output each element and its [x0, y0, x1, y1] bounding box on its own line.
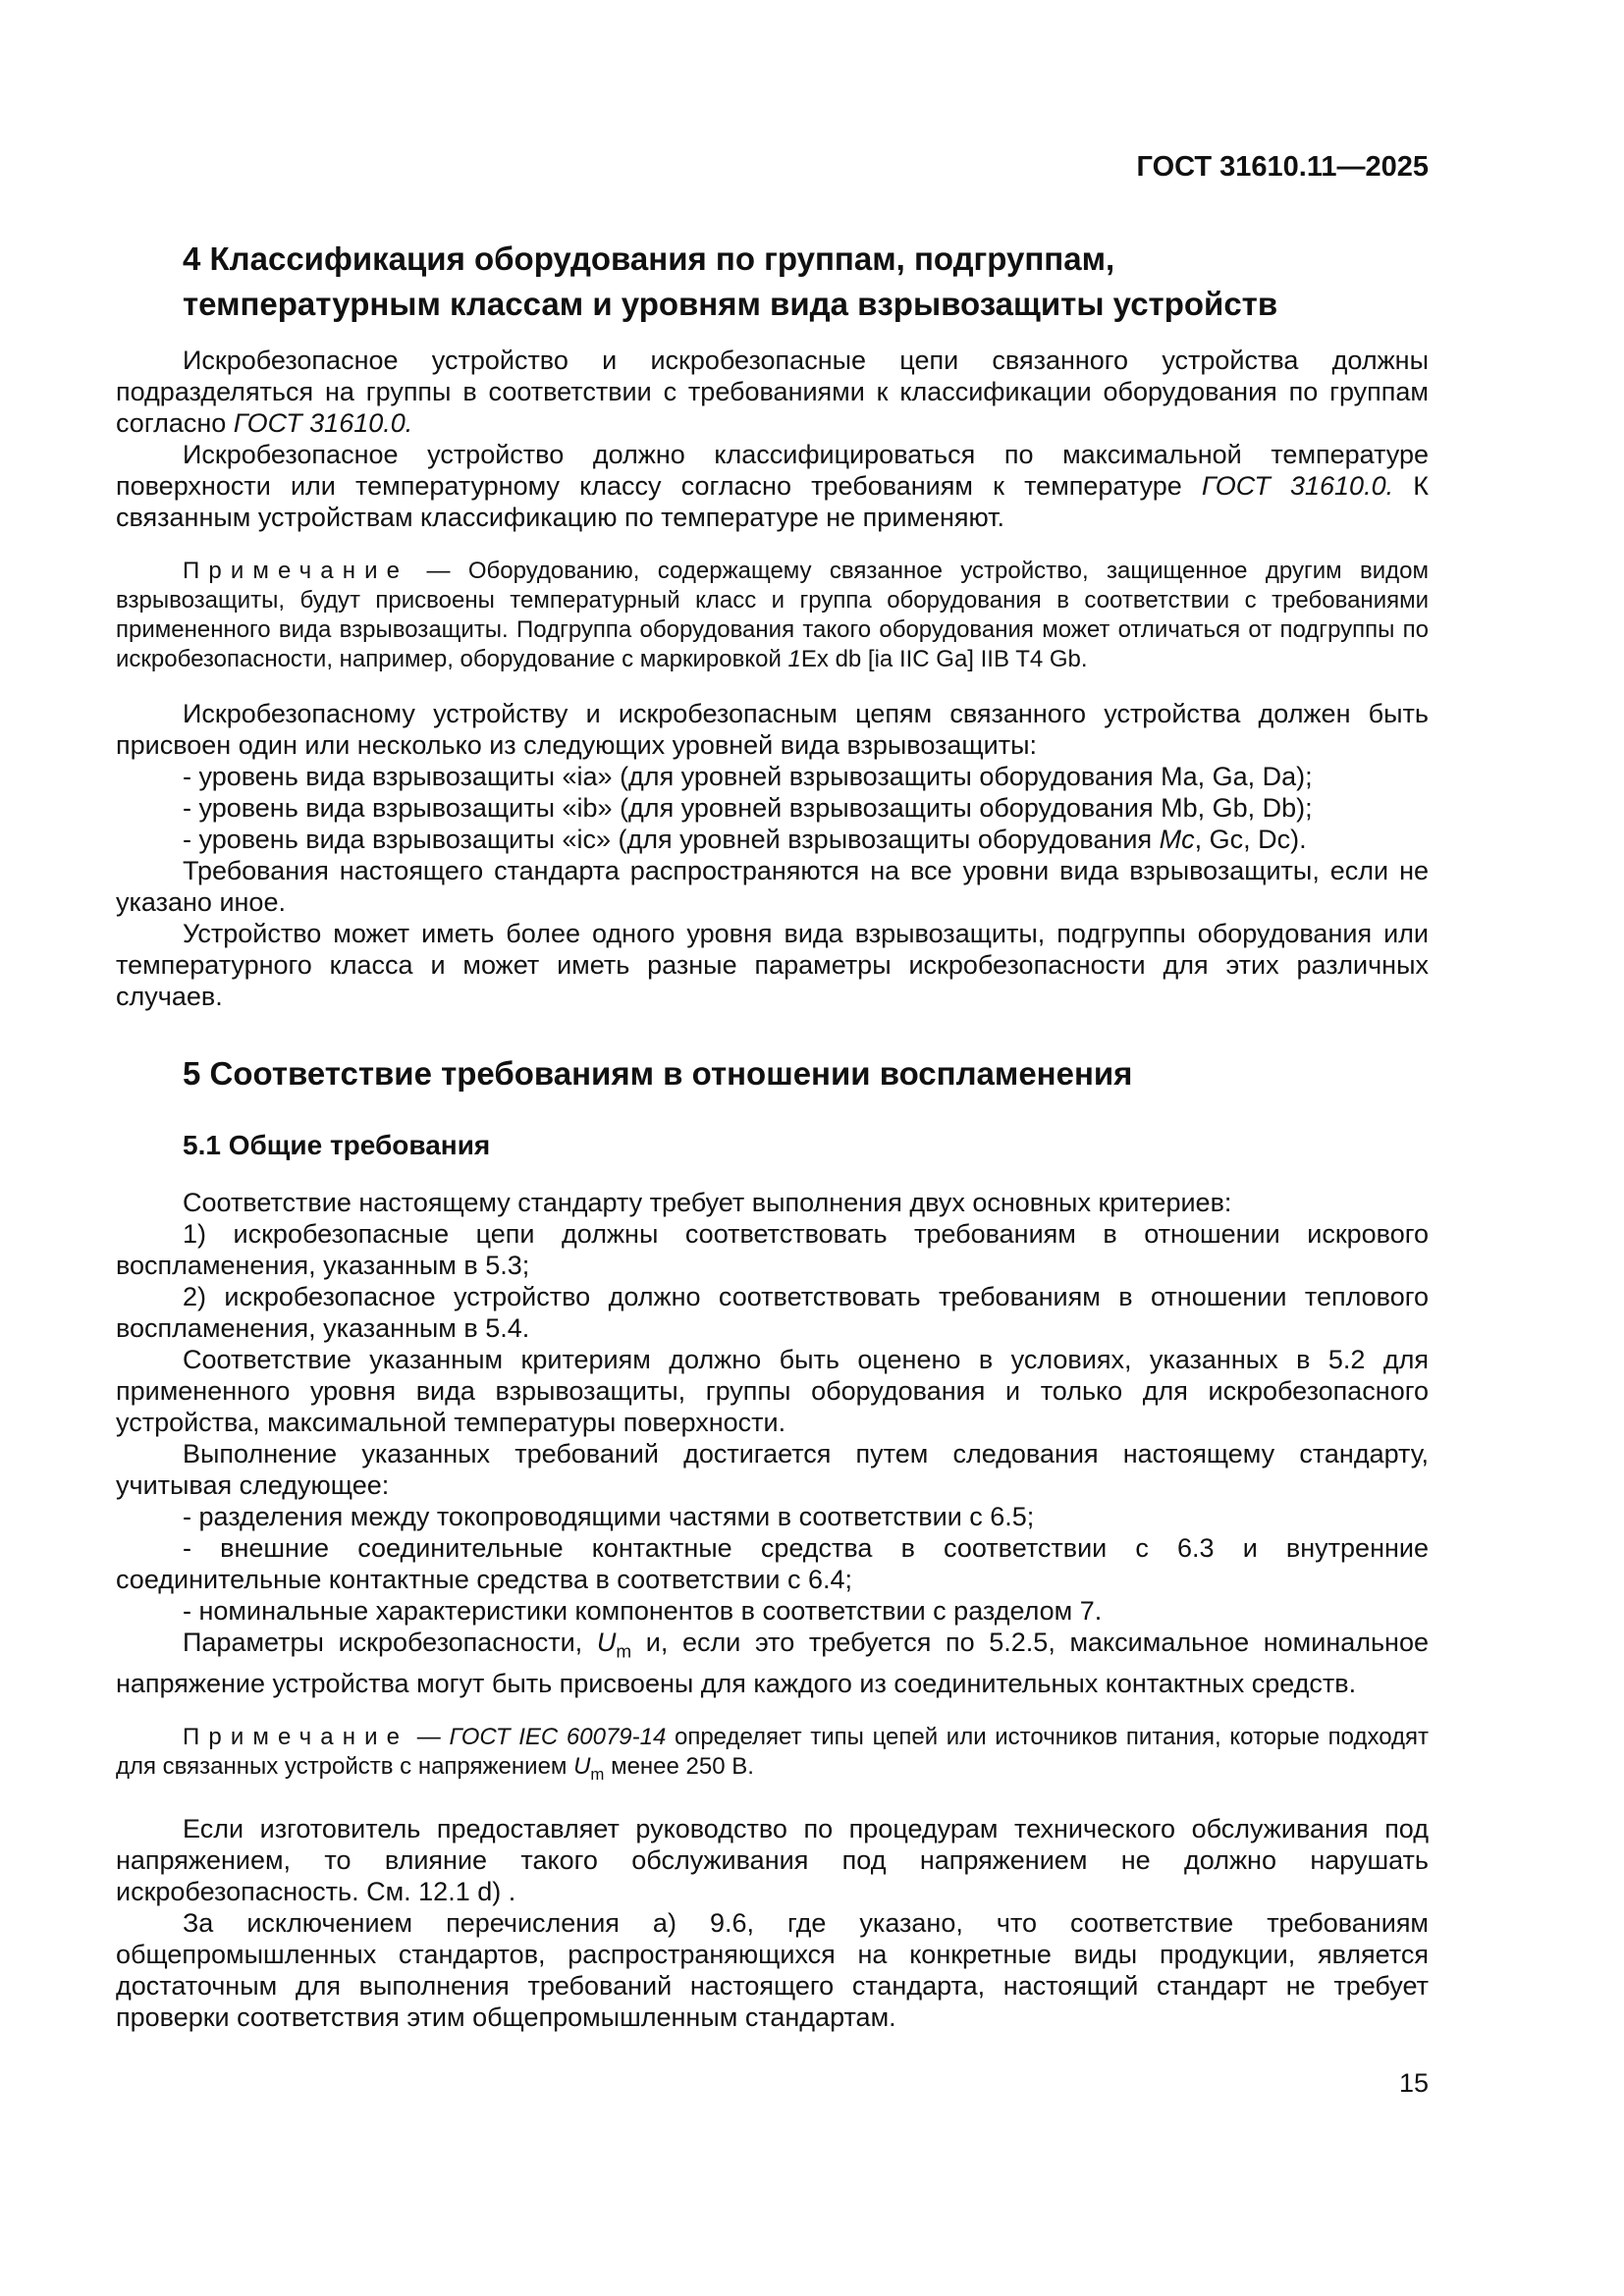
note-paragraph: [116, 1723, 1429, 1789]
paragraph-text: Искробезопасное устройство должно классифицироваться по максимальной температуре поверхности или температурному классу согласно требованиям к температуре: [116, 440, 1429, 501]
document-header-standard-number: ГОСТ 31610.11—2025: [1136, 151, 1429, 183]
section-4-heading-line-1: 4 Классификация оборудования по группам, подгруппам,: [183, 240, 1115, 277]
paragraph: За исключением перечисления а) 9.6, где указано, что соответствие требованиям общепромышленных стандартов, распространяющихся на конкретные виды продукции, является достаточным для выполнения требований настоящего стандарта, настоящий стандарт не требует проверки соответствия этим общепромышленным стандартам.: [116, 1908, 1429, 2033]
paragraph: Устройство может иметь более одного уровня вида взрывозащиты, подгруппы оборудования или температурного класса и может иметь разные параметры искробезопасности для этих различных случаев.: [116, 919, 1429, 1011]
paragraph-text: Искробезопасное устройство и искробезопасные цепи связанного устройства должны подразделяться на группы в соответствии с требованиями к классификации оборудования по группам согласно: [116, 346, 1429, 438]
paragraph: Выполнение указанных требований достигается путем следования настоящему стандарту, учитывая следующее:: [116, 1439, 1429, 1500]
paragraph-text: Параметры искробезопасности,: [183, 1628, 597, 1657]
paragraph-text: К связанным устройствам классификацию по температуре не применяют.: [116, 471, 1429, 532]
paragraph: Требования настоящего стандарта распространяются на все уровни вида взрывозащиты, если не указано иное.: [116, 856, 1429, 917]
paragraph: Если изготовитель предоставляет руководство по процедурам технического обслуживания под напряжением, то влияние такого обслуживания под напряжением не должно нарушать искробезопасность. См. 12.1 d) .: [116, 1814, 1429, 1907]
equipment-level-italic: Мс: [1159, 825, 1195, 854]
um-symbol: U: [596, 1628, 617, 1657]
paragraph: Искробезопасному устройству и искробезопасным цепям связанного устройства должен быть присвоен один или несколько из следующих уровней вида взрывозащиты:: [116, 699, 1429, 760]
note-label: Примечание: [183, 558, 409, 584]
standard-reference: ГОСТ 31610.0.: [1201, 471, 1394, 501]
paragraph: [116, 439, 1429, 533]
text-block: [116, 0, 1429, 2033]
note-dash: —: [408, 1724, 450, 1751]
list-item: - уровень вида взрывозащиты «ib» (для уровней взрывозащиты оборудования Mb, Gb, Db);: [183, 793, 1313, 823]
list-item: - внешние соединительные контактные средства в соответствии с 6.3 и внутренние соединительные контактные средства в соответствии с 6.4;: [116, 1533, 1429, 1594]
list-item: - уровень вида взрывозащиты «ia» (для уровней взрывозащиты оборудования Ma, Ga, Da);: [183, 762, 1313, 791]
paragraph: [116, 345, 1429, 439]
note-text: Оборудованию, содержащему связанное устройство, защищенное другим видом взрывозащиты, будут присвоены температурный класс и группа оборудования в соответствии с требованиями примененного вида взрывозащиты. Подгруппа оборудования такого оборудования может отличаться от подгруппы по искробезопасности, например, оборудование с маркировкой: [116, 558, 1429, 672]
section-4-heading: [183, 237, 1429, 327]
numbered-item: 1) искробезопасные цепи должны соответствовать требованиям в отношении искрового воспламенения, указанным в 5.3;: [116, 1219, 1429, 1280]
standard-reference: ГОСТ 31610.0.: [233, 408, 413, 438]
numbered-item: 2) искробезопасное устройство должно соответствовать требованиям в отношении теплового воспламенения, указанным в 5.4.: [116, 1282, 1429, 1343]
note-paragraph: [116, 557, 1429, 674]
um-subscript: m: [590, 1765, 605, 1785]
paragraph: Соответствие указанным критериям должно быть оценено в условиях, указанных в 5.2 для примененного уровня вида взрывозащиты, группы оборудования и только для искробезопасного устройства, максимальной температуры поверхности.: [116, 1345, 1429, 1437]
subsection-5-1-heading: 5.1 Общие требования: [183, 1130, 491, 1160]
note-text: определяет типы цепей или источников питания, которые подходят для связанных устройств с напряжением: [116, 1724, 1429, 1781]
paragraph: [116, 1627, 1429, 1699]
paragraph-text: и, если это требуется по 5.2.5, максимальное номинальное напряжение устройства могут быть присвоены для каждого из соединительных контактных средств.: [116, 1628, 1430, 1699]
list-item-text: , Gc, Dc).: [1194, 825, 1307, 854]
paragraph: Соответствие настоящему стандарту требует выполнения двух основных критериев:: [183, 1188, 1232, 1217]
um-subscript: m: [616, 1641, 632, 1663]
um-symbol: U: [573, 1753, 591, 1781]
section-4-heading-line-2: температурным классам и уровням вида взрывозащиты устройств: [183, 286, 1278, 322]
standard-reference: ГОСТ IEC 60079-14: [449, 1724, 667, 1751]
list-item: [116, 824, 1429, 855]
page-number: 15: [1398, 2068, 1429, 2098]
marking-prefix: 1: [787, 646, 801, 672]
note-text: менее 250 В.: [604, 1753, 754, 1781]
note-dash: —: [408, 558, 468, 584]
section-5-heading: [183, 1051, 1429, 1096]
section-5-heading-line-1: 5 Соответствие требованиям в отношении воспламенения: [183, 1055, 1133, 1092]
list-item-text: - уровень вида взрывозащиты «ic» (для уровней взрывозащиты оборудования: [183, 825, 1160, 854]
marking-text: Ex db [ia IIC Ga] IIB T4 Gb.: [800, 646, 1088, 672]
list-item: - разделения между токопроводящими частями в соответствии с 6.5;: [183, 1502, 1035, 1531]
note-label: Примечание: [183, 1724, 409, 1751]
list-item: - номинальные характеристики компонентов в соответствии с разделом 7.: [183, 1596, 1103, 1626]
